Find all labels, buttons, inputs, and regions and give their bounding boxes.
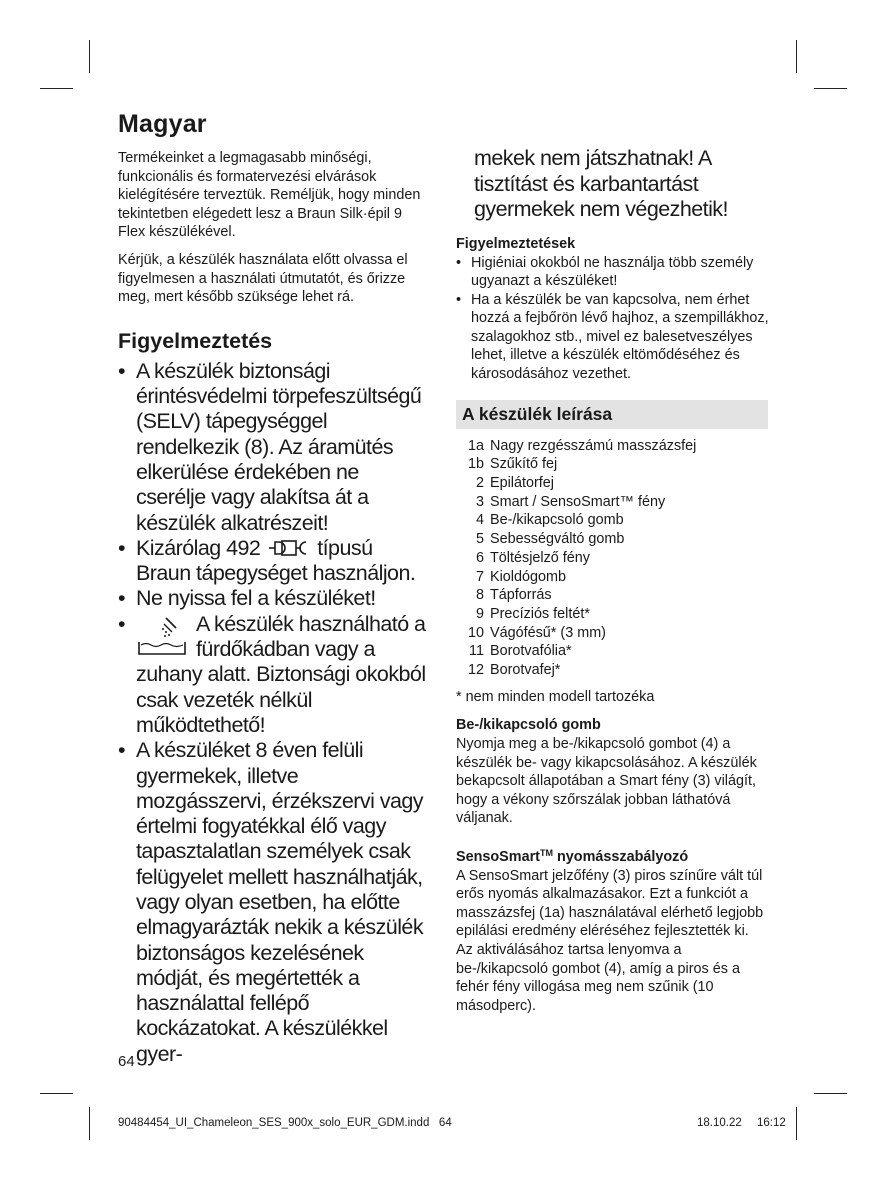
list-item [456, 624, 770, 643]
list-item [456, 437, 770, 456]
part-number: 2 [475, 475, 484, 492]
warning-item [118, 359, 430, 536]
part-label: Vágófésű* (3 mm) [490, 624, 606, 641]
bullet: • [118, 611, 125, 636]
part-label: Smart / SensoSmart™ fény [490, 493, 666, 510]
part-number: 6 [475, 549, 484, 566]
parts-list [456, 437, 770, 680]
list-item [456, 661, 770, 680]
warning-item [118, 536, 430, 587]
warning-text: A készülék biztonsági érintésvédelmi törpefeszültségű (SELV) tápegységgel rendelkezik (8). Az áramütés elkerülése érdekében ne cserélje vagy alakítsa át a készülék alkatrészeit! [136, 358, 422, 535]
part-label: Nagy rezgésszámú masszázsfej [490, 437, 697, 454]
bullet: • [456, 291, 462, 308]
list-item [456, 511, 770, 530]
warning-list [118, 359, 430, 1067]
crop-mark [814, 1093, 847, 1094]
list-item [456, 530, 770, 549]
shower-bath-icon [136, 614, 188, 656]
part-label: Be-/kikapcsoló gomb [490, 512, 624, 529]
crop-mark [796, 40, 797, 73]
warning-text: A készülék használható a fürdőkádban vagy a zuhany alatt. Biztonsági okokból csak vezeték nélkül működtethető! [136, 611, 426, 737]
part-label: Precíziós feltét* [490, 605, 590, 622]
part-number: 10 [467, 624, 484, 641]
part-label: Töltésjelző fény [490, 549, 590, 566]
part-number: 11 [469, 643, 484, 660]
switch-heading: Be-/kikapcsoló gomb [456, 717, 601, 734]
warning-text: típusú Braun tápegységet használjon. [136, 535, 416, 586]
intro-paragraph: Termékeinket a legmagasabb minőségi, funkcionális és formatervezési elvárások kielégítésére terveztük. Reméljük, hogy minden tekintetben elégedett lesz a Braun Silk·épil 9 Flex készülékével. [118, 150, 421, 241]
sensosmart-text: A SensoSmart jelzőfény (3) piros színűre vált túl erős nyomás alkalmazásakor. Ezt a funkciót a masszázsfej (1a) használatával elérhető legjobb epilálási eredmény eléréséhez fejlesztették ki. [456, 867, 764, 940]
footnote: * nem minden modell tartozéka [456, 688, 655, 705]
bullet: • [456, 254, 462, 271]
trademark-mark: TM [539, 847, 553, 858]
sensosmart-heading [456, 844, 770, 867]
warning-text: Kizárólag 492 [136, 535, 261, 560]
part-number: 8 [475, 587, 484, 604]
list-item [456, 586, 770, 605]
intro-paragraph: Kérjük, a készülék használata előtt olvassa el figyelmesen a használati útmutatót, és őrizze meg, mert később szüksége lehet rá. [118, 251, 408, 306]
part-number: 5 [475, 531, 484, 548]
part-number: 7 [475, 568, 484, 585]
sensosmart-text: Az aktiválásához tartsa lenyomva a be-/kikapcsoló gombot (4), amíg a piros és a fehér fény villogása meg nem szűnik (10 másodperc). [456, 941, 740, 1014]
bullet: • [118, 535, 125, 560]
part-label: Tápforrás [490, 587, 552, 604]
part-number: 9 [475, 605, 484, 622]
list-item [456, 493, 770, 512]
warning-continued: mekek nem játszhatnak! A tisztítást és karbantartást gyermekek nem végezhetik! [474, 146, 728, 221]
warning-text: A készüléket 8 éven felüli gyermekek, illetve mozgásszervi, érzékszervi vagy értelmi fogyatékkal élő vagy tapasztalatlan személyek csak felügyelet mellett használhatják, vagy olyan esetben, ha előtte elmagyarázták nekik a készülék biztonságos kezelésének módját, és megértették a használattal fellépő kockázatokat. A készülékkel gyer- [136, 738, 424, 1066]
page-title: Magyar [118, 110, 207, 138]
part-label: Borotvafej* [490, 662, 561, 679]
slug-time: 16:12 [757, 1117, 786, 1129]
list-item [456, 549, 770, 568]
part-label: Borotvafólia* [490, 643, 572, 660]
warnings-text: Higiéniai okokból ne használja több személy ugyanazt a készüléket! [471, 254, 754, 290]
warnings-list [456, 254, 770, 384]
slug-filename: 90484454_UI_Chameleon_SES_900x_solo_EUR_GDM.indd 64 [118, 1117, 452, 1129]
crop-mark [814, 88, 847, 89]
list-item [456, 474, 770, 493]
crop-mark [40, 88, 73, 89]
part-number: 4 [475, 512, 484, 529]
left-column [118, 110, 430, 1067]
warning-heading: Figyelmeztetés [118, 328, 273, 353]
part-number: 12 [467, 662, 484, 679]
crop-mark [89, 1107, 90, 1140]
warnings-item [456, 291, 770, 384]
crop-mark [796, 1107, 797, 1140]
part-label: Sebességváltó gomb [490, 531, 625, 548]
bath-block [136, 612, 430, 738]
crop-mark [89, 40, 90, 73]
warning-item [118, 586, 430, 611]
warnings-item [456, 254, 770, 291]
part-number: 1a [467, 437, 484, 454]
power-supply-plug-icon [268, 538, 310, 558]
part-label: Szűkítő fej [490, 456, 558, 473]
warning-item [118, 738, 430, 1067]
bullet: • [118, 586, 125, 611]
sensosmart-heading-post: nyomásszabályozó [552, 848, 689, 865]
page-number: 64 [118, 1053, 135, 1070]
part-number: 3 [475, 493, 484, 510]
list-item [456, 642, 770, 661]
bullet: • [118, 738, 125, 763]
list-item [456, 455, 770, 474]
list-item [456, 568, 770, 587]
crop-mark [40, 1093, 73, 1094]
part-label: Kioldógomb [490, 568, 567, 585]
warnings-heading: Figyelmeztetések [456, 235, 576, 252]
switch-text: Nyomja meg a be-/kikapcsoló gombot (4) a készülék be- vagy kikapcsolásához. A készülék bekapcsolt állapotában a Smart fény (3) világít, hogy a vékony szőrszálak jobban láthatóvá váljanak. [456, 735, 757, 827]
part-number: 1b [467, 456, 484, 473]
right-column [456, 146, 770, 1015]
list-item [456, 605, 770, 624]
warning-text: Ne nyissa fel a készüléket! [136, 586, 376, 611]
warnings-text: Ha a készülék be van kapcsolva, nem érhet hozzá a fejbőrön lévő hajhoz, a szempillákhoz, szalagokhoz stb., mivel ez balesetveszélyes lehet, illetve a készülék eltömődéséhez és károsodásához vezethet. [471, 291, 769, 383]
bullet: • [118, 358, 125, 383]
warning-item [118, 612, 430, 738]
slug-date: 18.10.22 [697, 1117, 742, 1129]
sensosmart-heading-pre: SensoSmart [456, 848, 540, 865]
part-label: Epilátorfej [490, 475, 554, 492]
description-heading: A készülék leírása [456, 400, 768, 429]
